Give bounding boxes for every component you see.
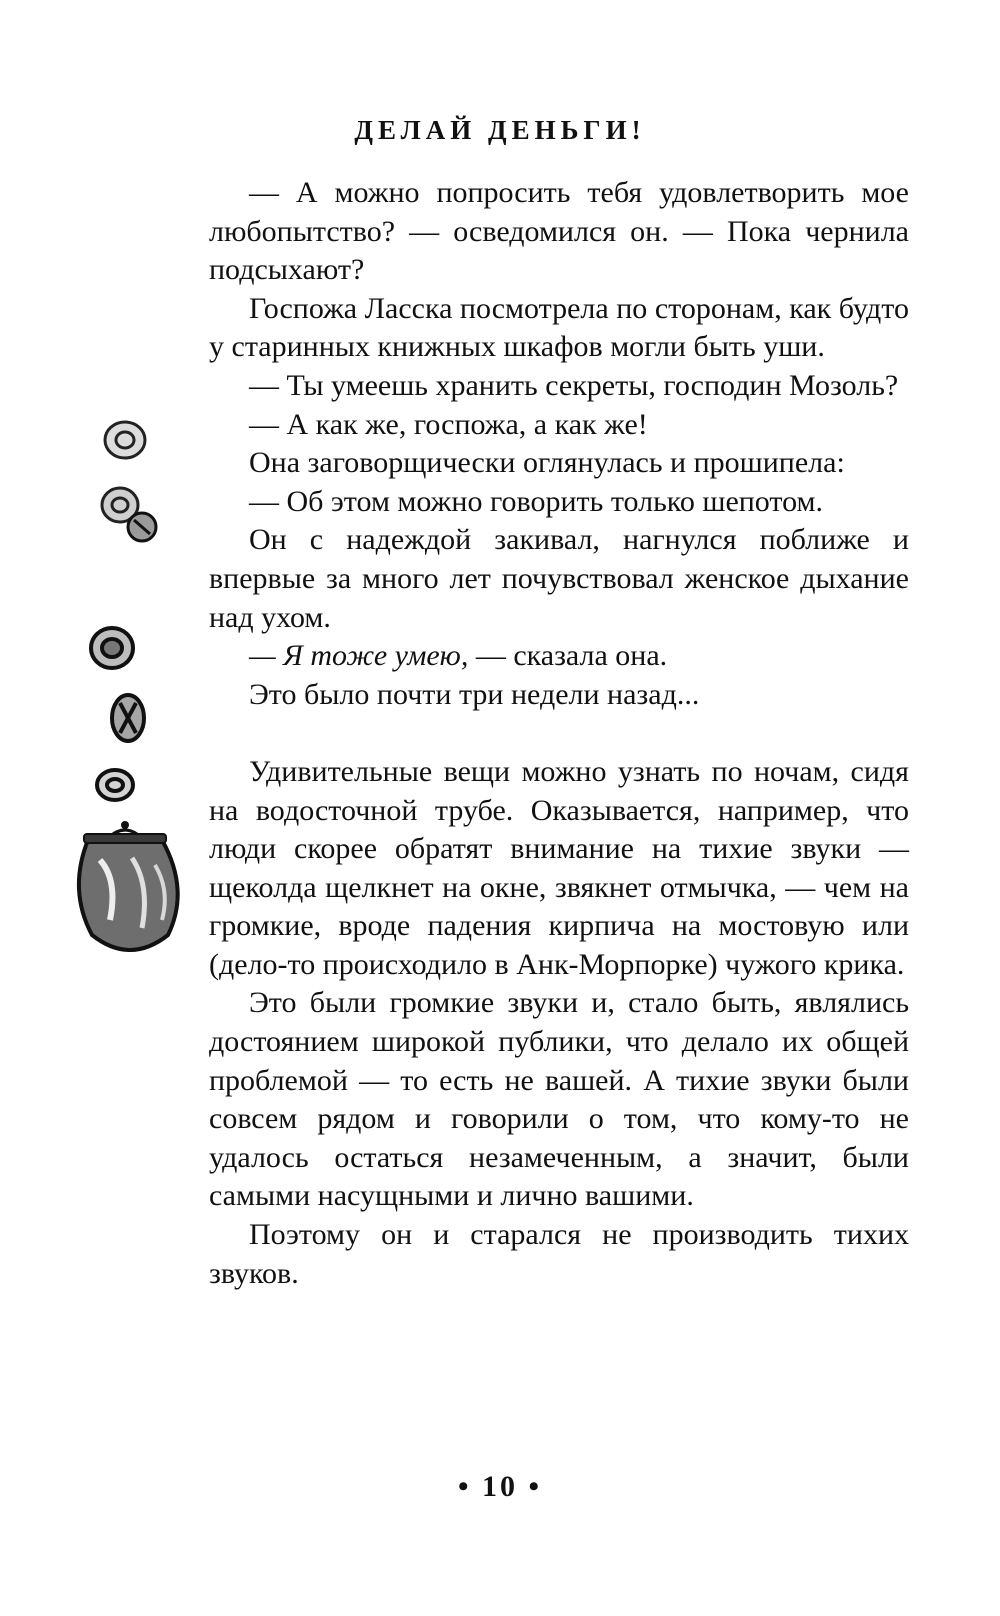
- coin-icon: [91, 628, 133, 668]
- coins-and-purse-illustration: [70, 420, 200, 980]
- body-text: [209, 174, 909, 1293]
- paragraph: Поэтому он и старался не производить тихих звуков.: [209, 1218, 909, 1290]
- quote-tail: — сказала она.: [468, 639, 668, 673]
- paragraph: — А можно попросить тебя удовлетворить мое любопытство? — осведомился он. — Пока чернила подсыхают?: [209, 176, 909, 287]
- paragraph: Он с надеждой закивал, нагнулся поближе и впервые за много лет почувствовал женское дыхание над ухом.: [209, 523, 909, 634]
- paragraph: — Об этом можно говорить только шепотом.: [249, 484, 824, 518]
- paragraph: — А как же, госпожа, а как же!: [249, 407, 648, 441]
- coin-icon: [97, 770, 133, 800]
- coin-icon: [112, 695, 144, 741]
- paragraph: Это было почти три недели назад...: [249, 677, 700, 711]
- running-title: ДЕЛАЙ ДЕНЬГИ!: [354, 115, 646, 145]
- paragraph: Она заговорщически оглянулась и прошипела:: [249, 446, 845, 480]
- paragraph: Это были громкие звуки и, стало быть, являлись достоянием широкой публики, что делало их общей проблемой — то есть не вашей. А тихие звуки были совсем рядом и говорили о том, что кому-то не удалось остаться незамеченным, а значит, были самыми насущными и лично вашими.: [209, 986, 909, 1213]
- paragraph-quote: [209, 637, 909, 676]
- page-number: • 10 •: [457, 1470, 542, 1503]
- italic-quote: — Я тоже умею,: [249, 639, 469, 673]
- paragraph: Госпожа Ласска посмотрела по сторонам, как будто у старинных книжных шкафов могли быть уши.: [209, 291, 909, 364]
- paragraph: — Ты умеешь хранить секреты, господин Мозоль?: [249, 368, 899, 402]
- coin-icon: [105, 422, 145, 458]
- paragraph: Удивительные вещи можно узнать по ночам, сидя на водосточной трубе. Оказывается, например, что люди скорее обратят внимание на тихие звуки — щеколда щелкнет на окне, звякнет отмычка, — чем на громкие, вроде падения кирпича на мостовую или (дело-то происходило в Анк-Морпорке) чужого крика.: [209, 754, 909, 981]
- purse-icon: [79, 821, 178, 950]
- coin-icon: [128, 513, 156, 541]
